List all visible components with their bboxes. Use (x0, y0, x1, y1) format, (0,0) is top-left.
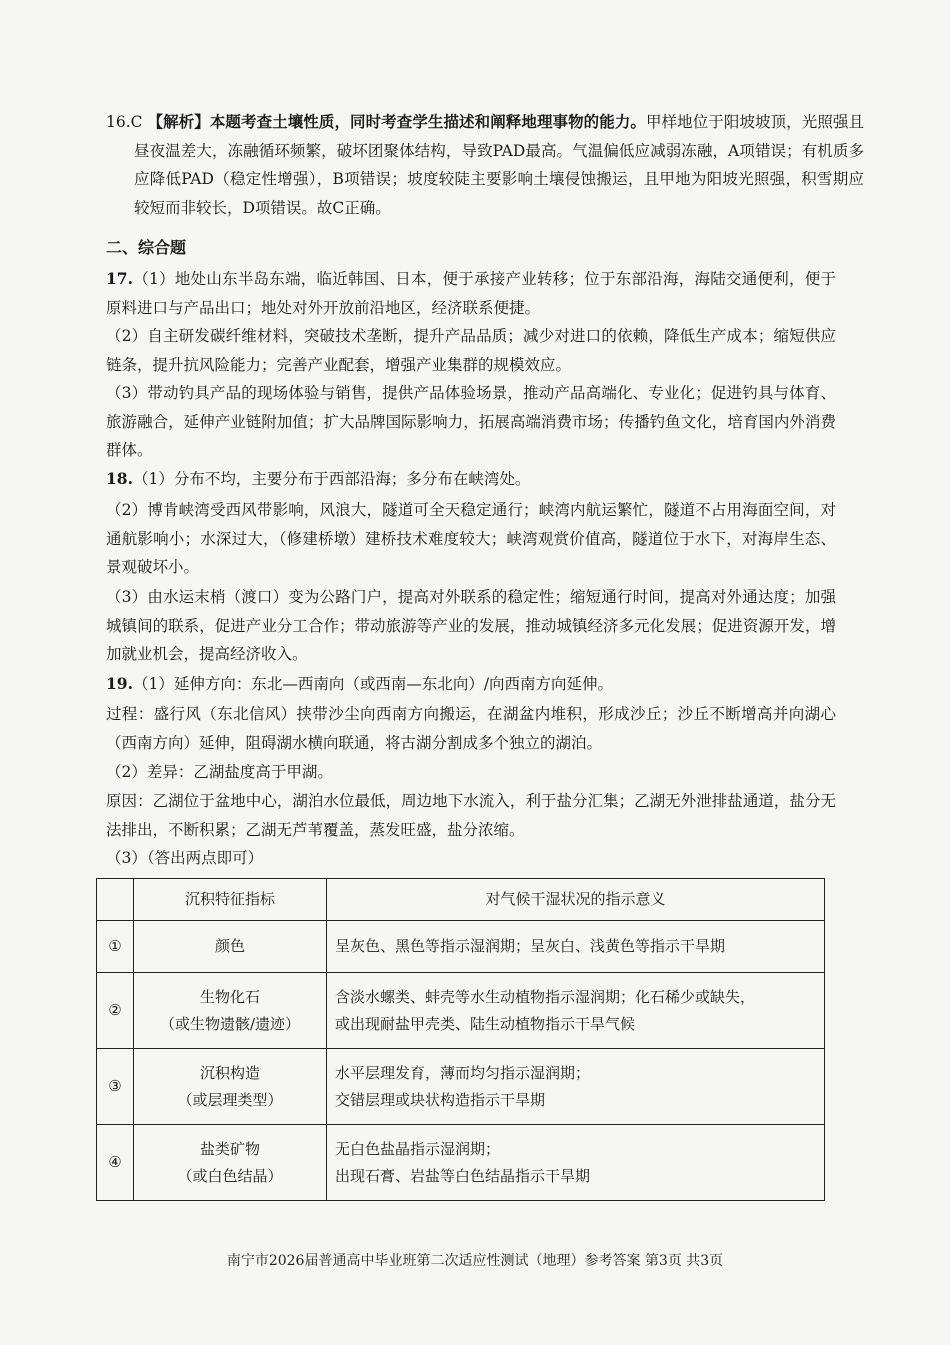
meaning-line: 交错层理或块状构造指示干旱期 (335, 1090, 546, 1109)
indicator-name: 生物化石 (199, 987, 260, 1006)
meaning-line: 水平层理发育，薄而均匀指示湿润期； (335, 1063, 591, 1082)
question-19-part-3: （3）（答出两点即可） (106, 849, 264, 867)
meaning-cell (327, 973, 825, 1049)
table-header-cell (97, 879, 134, 921)
question-18-part-2: （2）博肯峡湾受西风带影响，风浪大，隧道可全天稳定通行；峡湾内航运繁忙，隧道不占用海面空间，对通航影响小；水深过大，（修建桥墩）建桥技术难度较大；峡湾观赏价值高，隧道位于水下，对海岸生态、景观破坏小。 (106, 501, 836, 576)
indicator-cell (134, 921, 327, 973)
indicator-alt: （或层理类型） (177, 1090, 283, 1109)
question-19-process: 过程：盛行风（东北信风）挟带沙尘向西南方向搬运，在湖盆内堆积，形成沙丘；沙丘不断增高并向湖心（西南方向）延伸，阻碍湖水横向联通，将古湖分割成多个独立的湖泊。 (106, 705, 836, 752)
indicator-cell (134, 1125, 327, 1201)
meaning-line: 含淡水螺类、蚌壳等水生动植物指示湿润期；化石稀少或缺失， (335, 987, 756, 1006)
table-row (97, 1125, 825, 1201)
question-16 (106, 108, 864, 222)
question-17-part-1 (106, 265, 836, 322)
question-18-part-3: （3）由水运末梢（渡口）变为公路门户，提高对外联系的稳定性；缩短通行时间，提高对外通达度；加强城镇间的联系，促进产业分工合作；带动旅游等产业的发展，推动城镇经济多元化发展；促进资源开发，增加就业机会，提高经济收入。 (106, 588, 836, 663)
question-19-number: 19. (106, 674, 133, 693)
meaning-line: 出现石膏、岩盐等白色结晶指示干旱期 (335, 1166, 591, 1185)
table-header-cell: 对气候干湿状况的指示意义 (327, 879, 825, 921)
row-number: ③ (97, 1049, 134, 1125)
indicator-cell (134, 1049, 327, 1125)
table-header-row (97, 879, 825, 921)
page-footer: 南宁市2026届普通高中毕业班第二次适应性测试（地理）参考答案 第3页 共3页 (226, 1253, 724, 1269)
question-16-body: 甲样地位于阳坡坡顶，光照强且昼夜温差大，冻融循环频繁，破坏团聚体结构，导致PAD最高。气温偏低应减弱冻融，A项错误；有机质多应降低PAD（稳定性增强），B项错误；坡度较陡主要影响土壤侵蚀搬运，且甲地为阳坡光照强，积雪期应较短而非较长，D项错误。故C正确。 (134, 113, 864, 217)
table-header-cell: 沉积特征指标 (134, 879, 327, 921)
question-16-number: 16.C (106, 113, 143, 131)
meaning-cell (327, 1049, 825, 1125)
question-18-part-1 (106, 465, 836, 494)
question-19-part-1 (106, 670, 836, 699)
row-number: ② (97, 973, 134, 1049)
sediment-indicator-table (96, 878, 825, 1201)
meaning-line: 无白色盐晶指示湿润期； (335, 1139, 501, 1158)
meaning-line: 或出现耐盐甲壳类、陆生动植物指示干旱气候 (335, 1014, 636, 1033)
row-number: ① (97, 921, 134, 973)
indicator-cell (134, 973, 327, 1049)
question-18-number: 18. (106, 469, 133, 488)
table-row (97, 973, 825, 1049)
indicator-name: 盐类矿物 (199, 1139, 260, 1158)
question-17-part-1-text: （1）地处山东半岛东端，临近韩国、日本，便于承接产业转移；位于东部沿海，海陆交通便利，便于原料进口与产品出口；地处对外开放前沿地区，经济联系便捷。 (106, 270, 836, 317)
question-17-part-3: （3）带动钓具产品的现场体验与销售，提供产品体验场景，推动产品高端化、专业化；促进钓具与体育、旅游融合，延伸产业链附加值；扩大品牌国际影响力，拓展高端消费市场；传播钓鱼文化，培育国内外消费群体。 (106, 384, 836, 459)
question-19-reason: 原因：乙湖位于盆地中心，湖泊水位最低，周边地下水流入，利于盐分汇集；乙湖无外泄排盐通道，盐分无法排出，不断积累；乙湖无芦苇覆盖，蒸发旺盛，盐分浓缩。 (106, 792, 836, 839)
row-number: ④ (97, 1125, 134, 1201)
indicator-alt: （或白色结晶） (177, 1166, 283, 1185)
question-17-part-2: （2）自主研发碳纤维材料，突破技术垄断，提升产品品质；减少对进口的依赖，降低生产成本；缩短供应链条，提升抗风险能力；完善产业配套，增强产业集群的规模效应。 (106, 327, 836, 374)
question-17-number: 17. (106, 269, 133, 288)
indicator-name: 沉积构造 (199, 1063, 260, 1082)
meaning-cell (327, 921, 825, 973)
indicator-alt: （或生物遗骸/遗迹） (159, 1014, 301, 1033)
indicator-name: 颜色 (214, 937, 245, 955)
question-19-part-2: （2）差异：乙湖盐度高于甲湖。 (106, 763, 333, 781)
meaning-cell (327, 1125, 825, 1201)
question-18-part-1-text: （1）分布不均，主要分布于西部沿海；多分布在峡湾处。 (132, 470, 531, 488)
table-row (97, 921, 825, 973)
meaning-line: 呈灰色、黑色等指示湿润期；呈灰白、浅黄色等指示干旱期 (335, 937, 726, 955)
section-title: 二、综合题 (106, 238, 187, 257)
table-row (97, 1049, 825, 1125)
question-19-part-1-text: （1）延伸方向：东北—西南向（或西南—东北向）/向西南方向延伸。 (132, 675, 614, 693)
question-16-analysis-tag: 【解析】本题考查土壤性质，同时考查学生描述和阐释地理事物的能力。 (147, 112, 646, 131)
